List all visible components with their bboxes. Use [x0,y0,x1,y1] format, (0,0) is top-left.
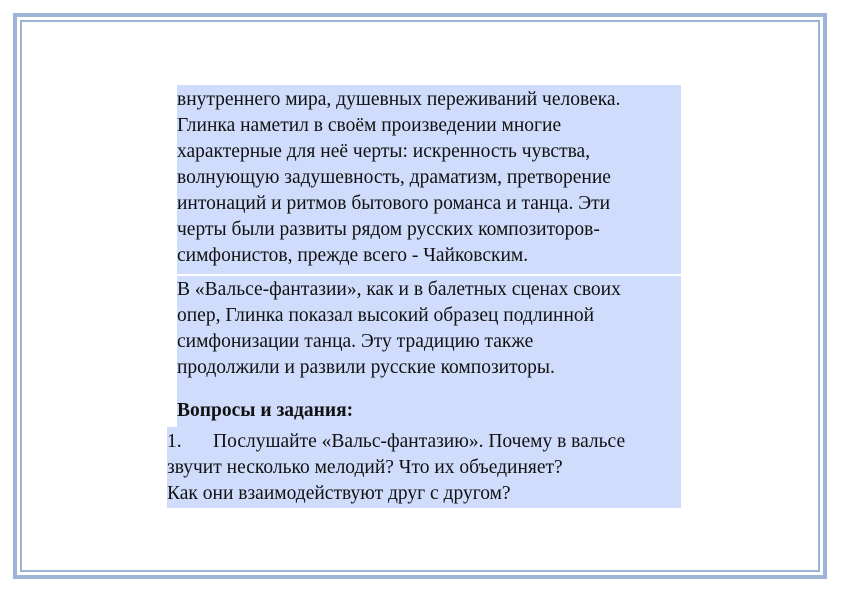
text-line: черты были развиты рядом русских композиторов- [177,219,600,240]
question-line-first [167,429,681,455]
text-line: симфонистов, прежде всего - Чайковским. [177,245,529,266]
text-line: интонаций и ритмов бытового романса и танца. Эти [177,193,611,214]
text-line: симфонизации танца. Эту традицию также [177,331,534,352]
text-line: звучит несколько мелодий? Что их объединяет? [167,457,563,478]
text-line: опер, Глинка показал высокий образец подлинной [177,305,595,326]
text-line: Как они взаимодействуют друг с другом? [167,483,511,504]
text-line: внутреннего мира, душевных переживаний человека. [177,89,621,110]
question-number: 1. [167,431,182,452]
text-line: Глинка наметил в своём произведении многие [177,115,562,136]
paragraph-waltz [177,276,681,386]
text-line: волнующую задушевность, драматизм, претворение [177,167,611,188]
text-line: продолжили и развили русские композиторы. [177,357,555,378]
question-item [167,427,681,508]
questions-heading: Вопросы и задания: [177,385,681,427]
text-line: В «Вальсе-фантазии», как и в балетных сценах своих [177,279,621,300]
paragraph-intro [177,85,681,274]
text-line: Послушайте «Вальс-фантазию». Почему в вальсе [213,431,626,452]
text-line: характерные для неё черты: искренность чувства, [177,141,591,162]
